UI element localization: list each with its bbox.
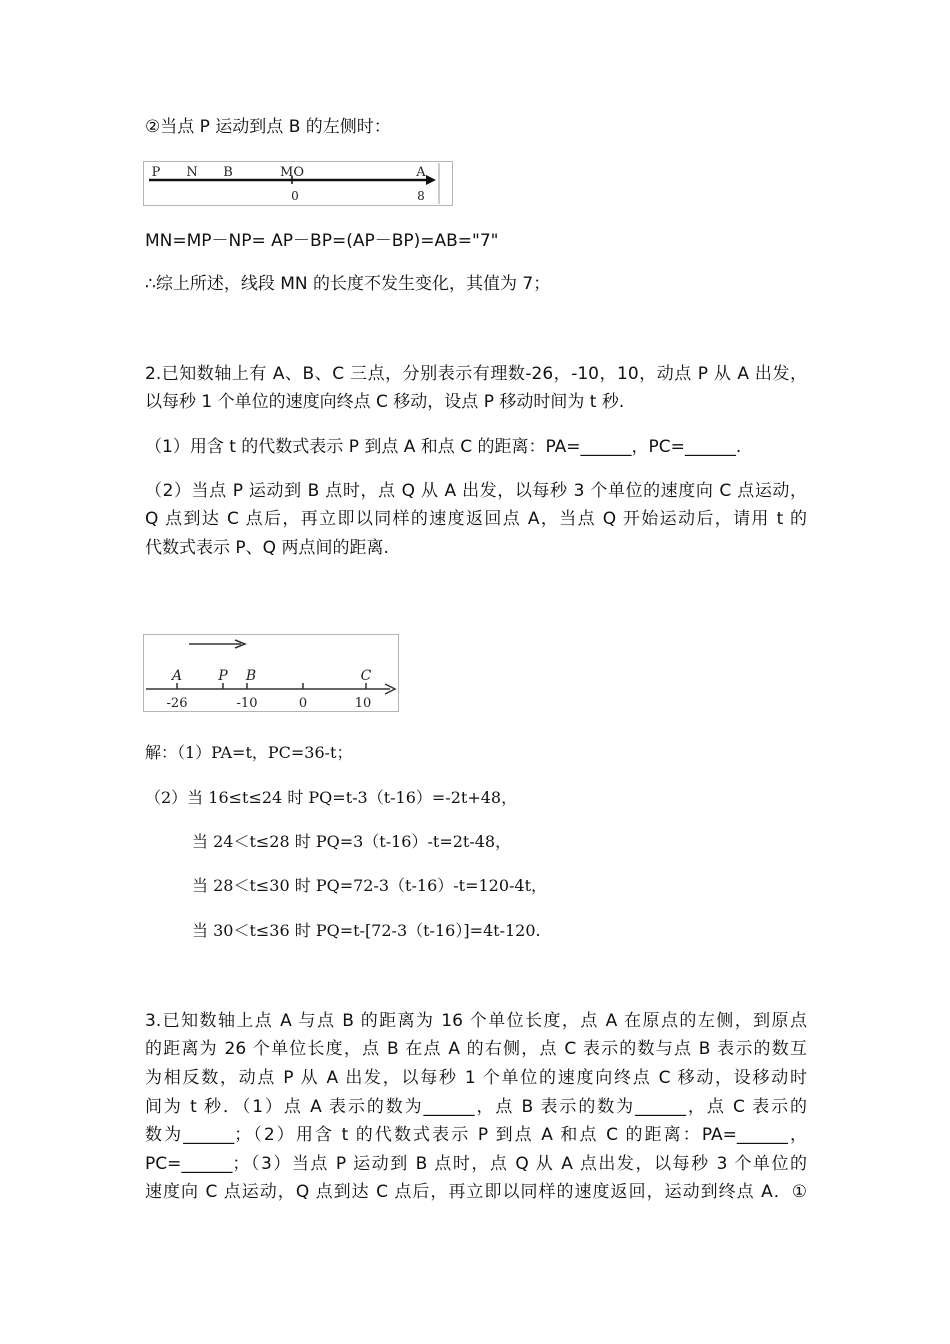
problem3-line-3: 为相反数，动点 P 从 A 出发，以每秒 1 个单位的速度向终点 C 移动，设移动时 xyxy=(145,1068,807,1088)
solution-part2-case3: 当 28＜t≤30 时 PQ=72-3（t-16）-t=120-4t， xyxy=(192,876,548,895)
problem3-line-6: PC=______；（3）当点 P 运动到 B 点时，点 Q 从 A 点出发，以每秒 3 个单位的 xyxy=(145,1154,807,1174)
label-A: A xyxy=(416,165,426,180)
solution-part1: 解：（1）PA=t，PC=36-t； xyxy=(145,743,353,762)
solution-part2-case1: （2）当 16≤t≤24 时 PQ=t-3（t-16）=-2t+48， xyxy=(145,788,518,807)
label-P: P xyxy=(151,165,161,180)
problem2-line-1: 2.已知数轴上有 A、B、C 三点，分别表示有理数-26，-10，10，动点 P 从 A 出发， xyxy=(145,364,807,384)
tick-label-neg10: -10 xyxy=(236,696,258,711)
mn-formula: MN=MP－NP= AP－BP=(AP－BP)=AB="7" xyxy=(145,231,499,251)
number-line-figure-2 xyxy=(143,634,399,712)
problem3-line-2: 的距离为 26 个单位长度，点 B 在点 A 的右侧，点 C 表示的数与点 B 表示的数互 xyxy=(145,1039,807,1059)
tick-label-neg26: -26 xyxy=(166,696,188,711)
label-B: B xyxy=(223,165,233,180)
label-MO: MO xyxy=(280,165,304,180)
problem2-line-2: 以每秒 1 个单位的速度向终点 C 移动，设点 P 移动时间为 t 秒. xyxy=(145,392,625,412)
label-C: C xyxy=(360,668,372,684)
problem3-line-1: 3.已知数轴上点 A 与点 B 的距离为 16 个单位长度，点 A 在原点的左侧，到原点 xyxy=(145,1011,807,1031)
number-line-figure-1 xyxy=(143,161,453,206)
problem2-part2-line-2: Q 点到达 C 点后，再立即以同样的速度返回点 A，当点 Q 开始运动后，请用 t 的 xyxy=(145,509,807,529)
case-heading: ②当点 P 运动到点 B 的左侧时： xyxy=(145,117,391,137)
problem2-part2-line-1: （2）当点 P 运动到 B 点时，点 Q 从 A 出发，以每秒 3 个单位的速度向 C 点运动， xyxy=(145,481,807,501)
tick-label-0: 0 xyxy=(291,189,299,203)
problem3-line-4: 间为 t 秒．（1）点 A 表示的数为______，点 B 表示的数为______，点 C 表示的 xyxy=(145,1097,807,1117)
solution-part2-case4: 当 30＜t≤36 时 PQ=t-[72-3（t-16）]=4t-120. xyxy=(192,921,541,940)
tick-label-0: 0 xyxy=(298,696,308,711)
problem3-line-7: 速度向 C 点运动，Q 点到达 C 点后，再立即以同样的速度返回，运动到终点 A．① xyxy=(145,1182,807,1202)
axis-arrow xyxy=(426,175,436,185)
label-N: N xyxy=(186,165,198,180)
label-B: B xyxy=(245,668,257,684)
problem2-part1: （1）用含 t 的代数式表示 P 到点 A 和点 C 的距离：PA=______，PC=______. xyxy=(145,437,742,457)
label-P: P xyxy=(218,668,228,684)
label-A: A xyxy=(171,668,183,684)
problem2-part2-line-3: 代数式表示 P、Q 两点间的距离. xyxy=(145,538,389,558)
problem3-line-5: 数为______；（2）用含 t 的代数式表示 P 到点 A 和点 C 的距离：PA=______， xyxy=(145,1125,807,1145)
solution-part2-case2: 当 24＜t≤28 时 PQ=3（t-16）-t=2t-48， xyxy=(192,832,512,851)
tick-label-10: 10 xyxy=(354,696,372,711)
tick-label-8: 8 xyxy=(417,189,425,203)
conclusion: ∴综上所述，线段 MN 的长度不发生变化，其值为 7； xyxy=(145,274,551,294)
